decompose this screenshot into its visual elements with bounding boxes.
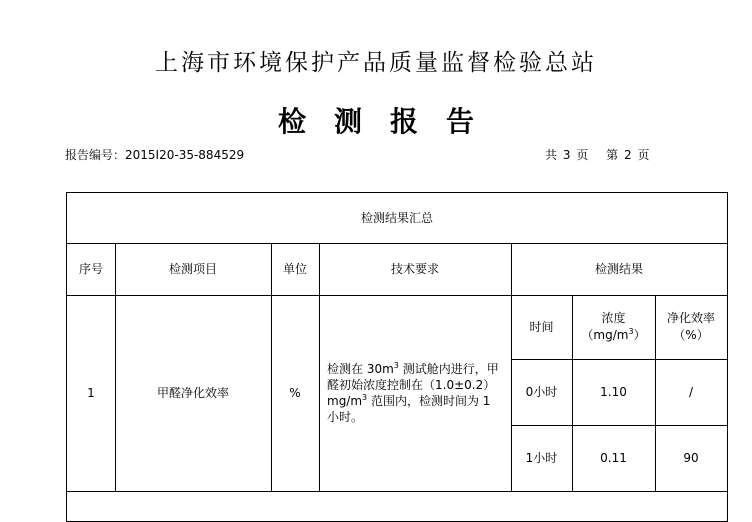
row-requirement-text: 检测在 $30m^3$ 测试舱内进行，甲醛初始浓度控制在$(1.0\pm 0.2)mg/m^3$ 范围内，检测时间为 1 小时。 [327, 361, 499, 424]
total-pages-prefix: 共 [545, 148, 558, 162]
subheader-efficiency-label: 净化效率 [666, 311, 715, 325]
subheader-concentration [572, 295, 655, 359]
result-concentration: 1.10 [600, 384, 627, 399]
subheader-time: 时间 [529, 319, 554, 334]
current-page-suffix: 页 [637, 148, 650, 162]
current-page-value: 2 [624, 148, 632, 162]
report-number-label: 报告编号： [65, 148, 126, 162]
result-efficiency: 90 [683, 450, 699, 465]
result-concentration: 0.11 [600, 450, 627, 465]
subheader-efficiency [655, 295, 727, 359]
row-seq: 1 [87, 385, 95, 400]
subheader-concentration-unit: $(mg/m^3)$ [581, 327, 646, 342]
row-requirement [319, 295, 511, 491]
header-result: 检测结果 [594, 261, 643, 276]
header-item: 检测项目 [168, 261, 217, 276]
row-unit: % [289, 385, 301, 400]
subheader-concentration-label: 浓度 [601, 311, 626, 325]
header-unit: 单位 [282, 261, 307, 276]
result-time: 0小时 [525, 384, 558, 399]
total-pages-value: 3 [562, 148, 571, 162]
organization-name: 上海市环境保护产品质量监督检验总站 [155, 50, 597, 76]
result-efficiency: / [688, 384, 694, 399]
header-requirement: 技术要求 [390, 261, 439, 276]
table-caption: 检测结果汇总 [360, 210, 433, 225]
results-table [66, 192, 728, 522]
subheader-efficiency-unit: （%） [673, 328, 709, 342]
page-indicator [545, 146, 651, 163]
report-number [65, 146, 244, 163]
total-pages-suffix: 页 [576, 148, 589, 162]
report-number-value: 2015I20-35-884529 [125, 148, 245, 162]
header-seq: 序号 [78, 261, 103, 276]
current-page-prefix: 第 [606, 148, 619, 162]
report-title: 检测报告 [277, 105, 502, 138]
result-time: 1小时 [525, 450, 558, 465]
row-item: 甲醛净化效率 [156, 385, 229, 400]
